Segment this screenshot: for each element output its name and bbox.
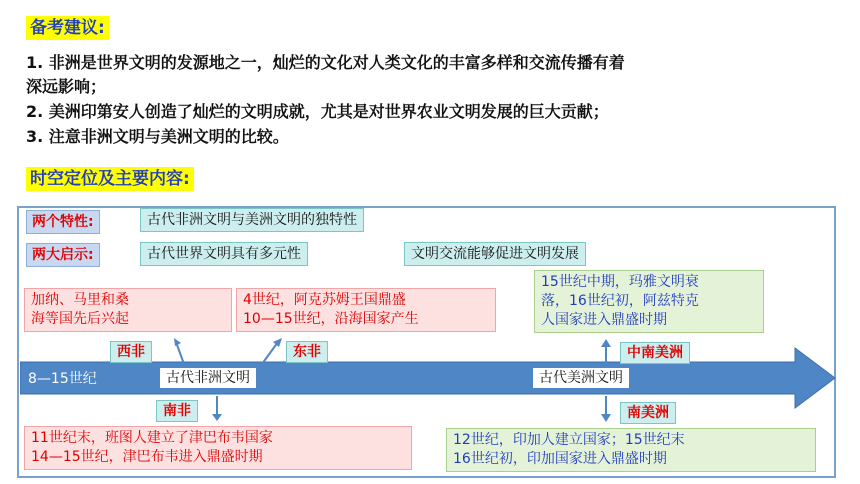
south-america-box [446, 428, 816, 472]
west-africa-box [24, 288, 232, 332]
central-america-box [534, 270, 764, 333]
advice-line-1: 1. 非洲是世界文明的发源地之一，灿烂的文化对人类文化的丰富多样和交流传播有着 [26, 53, 625, 72]
advice-line-3: 3. 注意非洲文明与美洲文明的比较。 [26, 127, 289, 146]
south-africa-arrow-icon [210, 396, 224, 422]
south-africa-line-2: 14—15世纪，津巴布韦进入鼎盛时期 [31, 449, 263, 465]
central-america-line-1: 15世纪中期，玛雅文明衰 [541, 274, 699, 290]
south-africa-line-1: 11世纪末，班图人建立了津巴布韦国家 [31, 430, 273, 446]
west-africa-line-1: 加纳、马里和桑 [31, 292, 129, 308]
axis-period-label: 8—15世纪 [28, 371, 97, 387]
features-tag: 两个特性: [26, 210, 100, 234]
east-africa-line-1: 4世纪，阿克苏姆王国鼎盛 [243, 292, 406, 308]
central-america-label: 中南美洲 [620, 342, 690, 364]
study-advice-title: 备考建议: [26, 16, 109, 40]
east-africa-line-2: 10—15世纪，沿海国家产生 [243, 311, 419, 327]
south-america-label: 南美洲 [620, 402, 676, 424]
features-text: 古代非洲文明与美洲文明的独特性 [140, 208, 364, 232]
insight-exchange: 文明交流能够促进文明发展 [404, 242, 586, 266]
central-america-arrow-icon [599, 338, 613, 366]
east-africa-arrow-icon [258, 336, 284, 366]
south-america-arrow-icon [599, 396, 613, 424]
south-africa-box [24, 426, 412, 470]
central-america-line-2: 落，16世纪初，阿兹特克 [541, 293, 699, 309]
south-america-line-1: 12世纪，印加人建立国家；15世纪末 [453, 432, 685, 448]
timeline-section-title: 时空定位及主要内容: [26, 167, 194, 191]
advice-line-2: 2. 美洲印第安人创造了灿烂的文明成就，尤其是对世界农业文明发展的巨大贡献； [26, 102, 609, 121]
south-africa-label: 南非 [156, 400, 198, 422]
west-africa-label: 西非 [110, 341, 152, 363]
central-america-line-3: 人国家进入鼎盛时期 [541, 312, 667, 328]
insight-diversity: 古代世界文明具有多元性 [140, 242, 308, 266]
west-africa-arrow-icon [172, 336, 188, 366]
south-america-line-2: 16世纪初，印加国家进入鼎盛时期 [453, 451, 667, 467]
america-civilization-label: 古代美洲文明 [533, 368, 629, 388]
africa-civilization-label: 古代非洲文明 [160, 368, 256, 388]
west-africa-line-2: 海等国先后兴起 [31, 311, 129, 327]
east-africa-box [236, 288, 496, 332]
insights-tag: 两大启示: [26, 243, 100, 267]
east-africa-label: 东非 [286, 341, 328, 363]
advice-line-1-cont: 深远影响； [26, 77, 107, 96]
